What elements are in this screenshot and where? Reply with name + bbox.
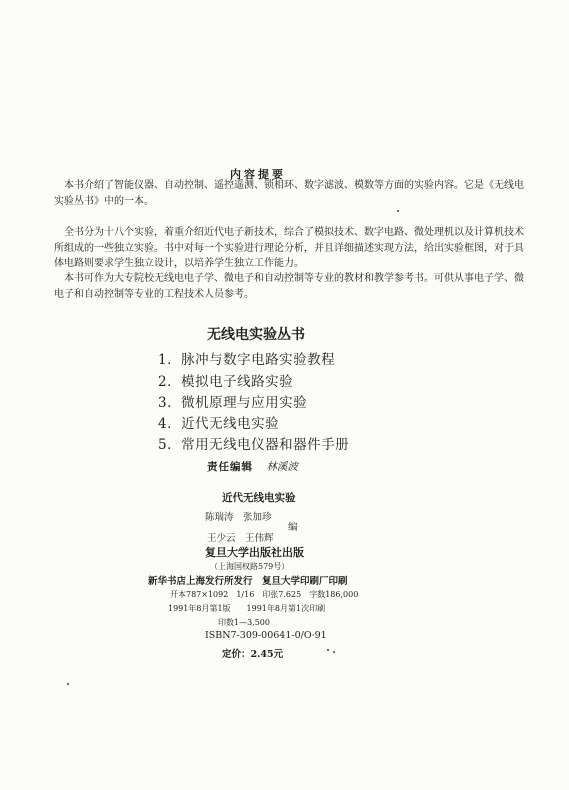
colophon-isbn: ISBN7-309-00641-0/O·91 [205,630,327,641]
responsible-editor [207,459,298,474]
editor-label: 责任编辑 [207,461,253,473]
summary-title: 内容提要 [230,168,286,181]
series-book-2: 2．模拟电子线路实验 [158,374,294,390]
scan-speck [397,210,399,212]
series-title: 无线电实验丛书 [207,327,305,343]
series-book-5: 5．常用无线电仪器和器件手册 [158,437,350,453]
colophon-edition: 1991年8月第1版 1991年8月第1次印刷 [168,604,326,613]
series-book-1: 1．脉冲与数字电路实验教程 [158,352,336,368]
editor-name: 林溪波 [266,461,298,473]
summary-paragraph-1: 本书介绍了智能仪器、自动控制、遥控遥测、锁相环、数字滤波、模数等方面的实验内容。它是《无线电实验丛书》中的一本。 [54,180,524,207]
colophon-publisher: 复旦大学出版社出版 [205,546,304,559]
colophon-title: 近代无线电实验 [222,492,296,504]
colophon-format: 开本787×1092 1/16 印张7.625 字数186,000 [170,590,359,599]
summary-paragraph-2: 全书分为十八个实验，着重介绍近代电子新技术，综合了模拟技术、数字电路、微处理机以及计算机技术所组成的一些独立实验。书中对每一个实验进行理论分析，并且详细描述实现方法，给出实验框图，对于具体电路则要求学生独立设计，以培养学生独立工作能力。 [54,227,524,269]
scan-speck [333,651,335,653]
colophon-print-run: 印数1—3,500 [218,618,270,627]
series-book-4: 4．近代无线电实验 [158,416,280,432]
scan-speck [327,649,329,651]
colophon-authors-2: 王少云 王伟辉 [207,533,274,544]
colophon-distribution: 新华书店上海发行所发行 复旦大学印刷厂印刷 [148,576,348,587]
series-book-3: 3．微机原理与应用实验 [158,395,308,411]
colophon-address: （上海国权路579号） [210,562,290,571]
colophon-authors-1: 陈瑞涛 张加珍 [205,512,272,523]
scan-speck [67,683,69,685]
colophon-price: 定价：2.45元 [222,649,284,660]
colophon-edit-mark: 编 [288,522,298,533]
summary-paragraph-3: 本书可作为大专院校无线电电子学、微电子和自动控制等专业的教材和教学参考书。可供从事电子学、微电子和自动控制等专业的工程技术人员参考。 [54,273,524,300]
